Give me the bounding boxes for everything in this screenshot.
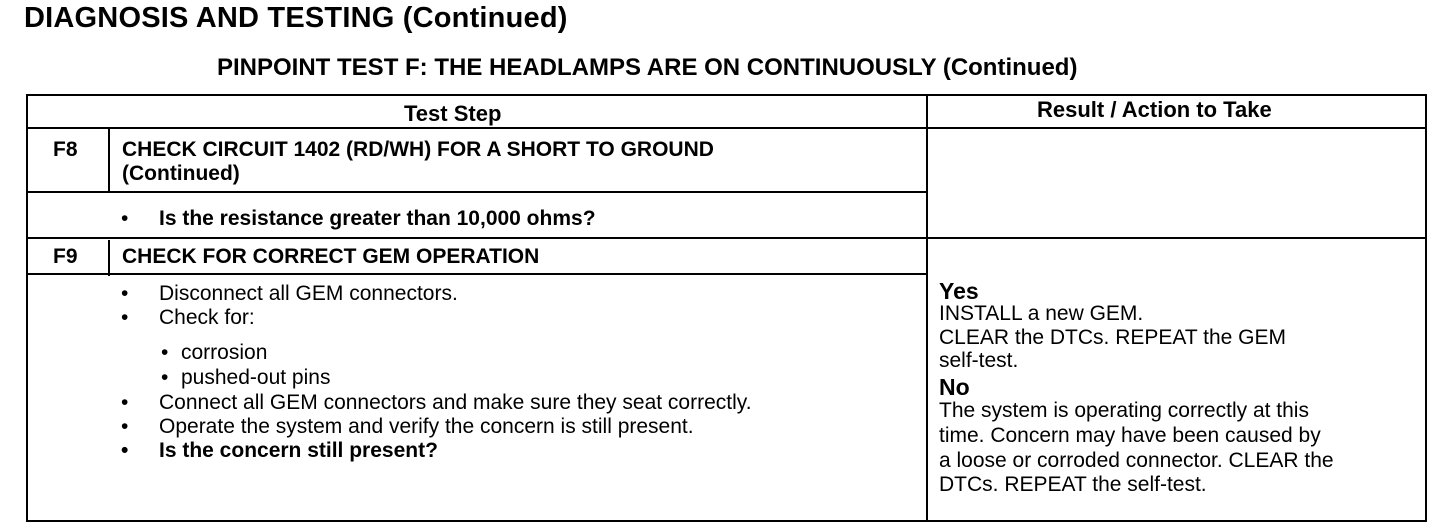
result-no-label: No (939, 374, 970, 400)
result-yes-line2: CLEAR the DTCs. REPEAT the GEM (939, 326, 1286, 349)
bullet: • (121, 207, 129, 230)
f9-title-divider (26, 273, 927, 275)
step-title-f9: CHECK FOR CORRECT GEM OPERATION (122, 245, 540, 268)
result-yes-line1: INSTALL a new GEM. (939, 302, 1144, 325)
f8-title-divider (26, 191, 927, 193)
step-f9-sub-corrosion: corrosion (181, 341, 268, 364)
bullet: • (121, 306, 129, 329)
column-divider-step-id-f9 (108, 240, 110, 276)
step-question-f8: Is the resistance greater than 10,000 ohms? (159, 207, 596, 230)
f8-row-divider (26, 237, 1427, 239)
result-yes-line3: self-test. (939, 349, 1019, 372)
column-divider-result (926, 94, 928, 522)
bullet: • (121, 391, 129, 414)
header-row-divider (26, 127, 1427, 129)
result-yes-label: Yes (939, 278, 979, 304)
bullet: • (121, 439, 129, 462)
result-no-line2: time. Concern may have been caused by (939, 424, 1321, 447)
step-id-f9: F9 (53, 245, 78, 268)
column-divider-step-id-f8 (108, 128, 110, 192)
step-f9-sub-pushed-out-pins: pushed-out pins (181, 366, 331, 389)
bullet: • (121, 415, 129, 438)
step-question-f9: Is the concern still present? (159, 439, 438, 462)
pinpoint-test-title: PINPOINT TEST F: THE HEADLAMPS ARE ON CONTINUOUSLY (Continued) (217, 54, 1078, 81)
sub-bullet: • (161, 366, 169, 389)
result-no-line4: DTCs. REPEAT the self-test. (939, 473, 1207, 496)
column-header-result-action: Result / Action to Take (1037, 97, 1272, 122)
bullet: • (121, 282, 129, 305)
column-header-test-step: Test Step (404, 101, 502, 126)
step-f9-disconnect: Disconnect all GEM connectors. (159, 282, 458, 305)
sub-bullet: • (161, 341, 169, 364)
step-id-f8: F8 (53, 138, 78, 161)
step-f9-connect: Connect all GEM connectors and make sure they seat correctly. (159, 391, 752, 414)
step-title-f8-line2: (Continued) (122, 162, 240, 185)
result-no-line1: The system is operating correctly at this (939, 399, 1309, 422)
step-f9-check-for: Check for: (159, 306, 255, 329)
page-heading: DIAGNOSIS AND TESTING (Continued) (24, 2, 568, 34)
result-no-line3: a loose or corroded connector. CLEAR the (939, 449, 1334, 472)
step-f9-operate: Operate the system and verify the concern is still present. (159, 415, 694, 438)
step-title-f8-line1: CHECK CIRCUIT 1402 (RD/WH) FOR A SHORT TO GROUND (122, 138, 714, 161)
